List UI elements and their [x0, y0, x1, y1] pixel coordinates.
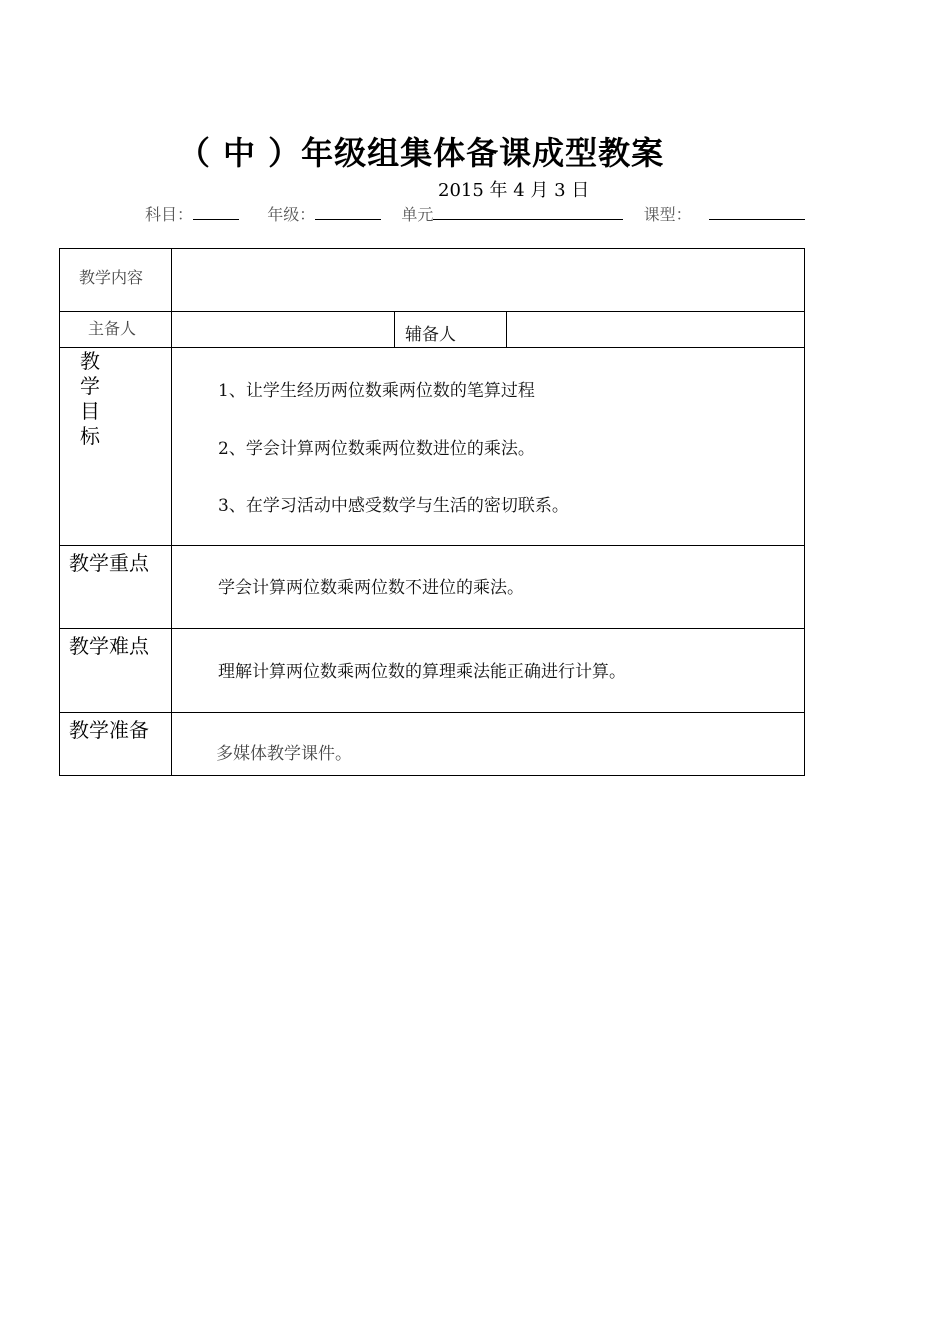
difficulty-value: 理解计算两位数乘两位数的算理乘法能正确进行计算。 — [218, 662, 626, 682]
lesson-date: 2015 年 4 月 3 日 — [438, 180, 590, 201]
assist-preparer-label: 辅备人 — [405, 325, 456, 345]
difficulty-label: 教学难点 — [69, 634, 149, 658]
content-label: 教学内容 — [79, 268, 144, 287]
key-point-label: 教学重点 — [69, 551, 149, 575]
column-divider — [506, 311, 507, 347]
column-divider — [171, 249, 172, 775]
unit-label: 单元 — [401, 205, 434, 224]
preparation-label: 教学准备 — [69, 718, 149, 742]
type-label: 课型： — [643, 205, 692, 224]
lesson-table — [59, 248, 805, 776]
meta-line — [145, 202, 805, 225]
unit-field[interactable] — [433, 205, 623, 220]
objectives-label-char: 教 — [80, 349, 100, 373]
objectives-label-char: 标 — [80, 424, 100, 448]
objective-item: 1、让学生经历两位数乘两位数的笔算过程 — [218, 381, 535, 401]
subject-field[interactable] — [193, 205, 239, 220]
column-divider — [394, 311, 395, 347]
subject-label: 科目： — [145, 205, 194, 224]
objectives-label-char: 学 — [80, 374, 100, 398]
page-title: （ 中 ）年级组集体备课成型教案 — [177, 134, 665, 172]
key-point-value: 学会计算两位数乘两位数不进位的乘法。 — [218, 578, 524, 598]
grade-label: 年级： — [267, 205, 316, 224]
objective-item: 3、在学习活动中感受数学与生活的密切联系。 — [218, 496, 569, 516]
objective-item: 2、学会计算两位数乘两位数进位的乘法。 — [218, 439, 535, 459]
objectives-label — [78, 349, 102, 449]
type-field[interactable] — [709, 205, 805, 220]
objectives-label-char: 目 — [80, 399, 100, 423]
preparation-value: 多媒体教学课件。 — [216, 744, 352, 764]
grade-field[interactable] — [315, 205, 381, 220]
main-preparer-label: 主备人 — [88, 319, 137, 338]
